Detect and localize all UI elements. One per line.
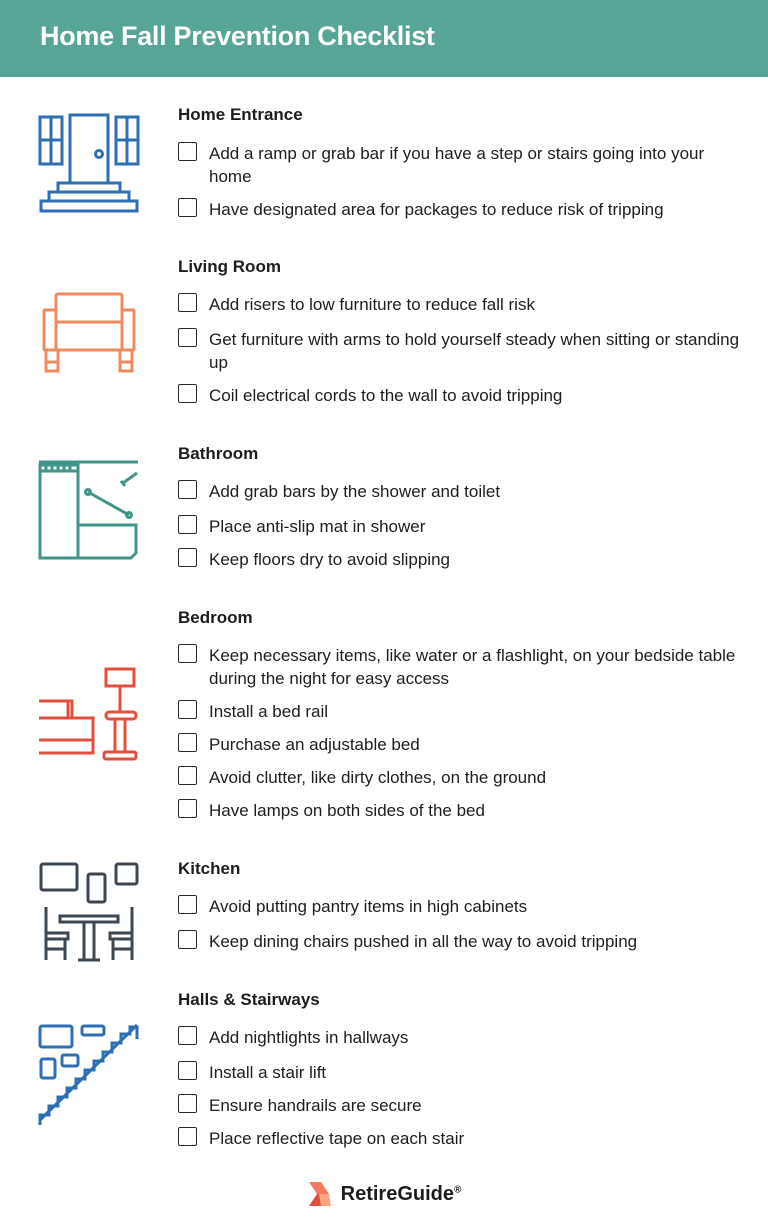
- checkbox[interactable]: [178, 384, 197, 403]
- brand-logo[interactable]: [307, 1180, 462, 1208]
- item-text: Have designated area for packages to reduce risk of tripping: [209, 200, 664, 219]
- item-text: Have lamps on both sides of the bed: [209, 801, 485, 820]
- list-item: [178, 644, 748, 690]
- checklist: [178, 644, 748, 822]
- checkbox[interactable]: [178, 198, 197, 217]
- item-text: Keep dining chairs pushed in all the way to avoid tripping: [209, 932, 638, 951]
- checkbox[interactable]: [178, 799, 197, 818]
- list-item: [178, 480, 748, 503]
- list-item: [178, 895, 748, 918]
- logo-mark-icon: [307, 1180, 333, 1208]
- bed-lamp-icon: [38, 666, 142, 764]
- item-text: Keep necessary items, like water or a flashlight, on your bedside table during the night for easy access: [209, 646, 736, 688]
- list-item: [178, 384, 748, 407]
- dining-table-icon: [38, 861, 142, 965]
- list-item: [178, 293, 748, 316]
- list-item: [178, 733, 748, 756]
- item-text: Coil electrical cords to the wall to avoid tripping: [209, 386, 563, 405]
- checklist: [178, 480, 748, 571]
- brand-name: RetireGuide®: [340, 1182, 462, 1205]
- checkbox[interactable]: [178, 766, 197, 785]
- item-text: Avoid clutter, like dirty clothes, on the ground: [209, 768, 547, 787]
- checkbox[interactable]: [178, 328, 197, 347]
- list-item: [178, 1127, 748, 1150]
- item-text: Install a bed rail: [209, 702, 329, 721]
- checkbox[interactable]: [178, 733, 197, 752]
- checkbox[interactable]: [178, 895, 197, 914]
- list-item: [178, 1026, 748, 1049]
- section-title: Living Room: [178, 257, 281, 276]
- item-text: Avoid putting pantry items in high cabinets: [209, 897, 528, 916]
- checklist: [178, 293, 748, 407]
- checkbox[interactable]: [178, 1061, 197, 1080]
- checkbox[interactable]: [178, 293, 197, 312]
- list-item: [178, 930, 748, 953]
- footer: [0, 1180, 768, 1213]
- list-item: [178, 198, 748, 221]
- item-text: Add a ramp or grab bar if you have a step or stairs going into your home: [209, 144, 705, 186]
- header-banner: [0, 0, 768, 77]
- door-icon: [38, 112, 142, 216]
- item-text: Install a stair lift: [209, 1063, 327, 1082]
- list-item: [178, 328, 748, 374]
- section-title: Bathroom: [178, 444, 259, 463]
- list-item: [178, 700, 748, 723]
- item-text: Add nightlights in hallways: [209, 1028, 409, 1047]
- item-text: Place anti-slip mat in shower: [209, 517, 426, 536]
- checkbox[interactable]: [178, 1026, 197, 1045]
- item-text: Purchase an adjustable bed: [209, 735, 420, 754]
- list-item: [178, 1094, 748, 1117]
- checkbox[interactable]: [178, 1094, 197, 1113]
- checklist: [178, 142, 748, 221]
- checklist: [178, 1026, 748, 1150]
- item-text: Add grab bars by the shower and toilet: [209, 482, 501, 501]
- item-text: Keep floors dry to avoid slipping: [209, 550, 450, 569]
- checkbox[interactable]: [178, 644, 197, 663]
- checkbox[interactable]: [178, 515, 197, 534]
- list-item: [178, 548, 748, 571]
- checkbox[interactable]: [178, 1127, 197, 1146]
- checkbox[interactable]: [178, 142, 197, 161]
- list-item: [178, 799, 748, 822]
- shower-icon: [38, 459, 142, 561]
- list-item: [178, 515, 748, 538]
- list-item: [178, 766, 748, 789]
- page-title: Home Fall Prevention Checklist: [40, 21, 435, 51]
- checkbox[interactable]: [178, 930, 197, 949]
- staircase-icon: [38, 1022, 142, 1128]
- list-item: [178, 142, 748, 188]
- list-item: [178, 1061, 748, 1084]
- item-text: Add risers to low furniture to reduce fall risk: [209, 295, 535, 314]
- section-title: Home Entrance: [178, 105, 303, 124]
- registered-mark: ®: [453, 1183, 462, 1195]
- section-title: Kitchen: [178, 859, 241, 878]
- item-text: Place reflective tape on each stair: [209, 1129, 465, 1148]
- armchair-icon: [38, 290, 142, 376]
- section-title: Halls & Stairways: [178, 990, 320, 1009]
- checkbox[interactable]: [178, 700, 197, 719]
- item-text: Get furniture with arms to hold yourself steady when sitting or standing up: [209, 330, 740, 372]
- checkbox[interactable]: [178, 480, 197, 499]
- item-text: Ensure handrails are secure: [209, 1096, 422, 1115]
- section-title: Bedroom: [178, 608, 253, 627]
- checkbox[interactable]: [178, 548, 197, 567]
- checklist: [178, 895, 748, 953]
